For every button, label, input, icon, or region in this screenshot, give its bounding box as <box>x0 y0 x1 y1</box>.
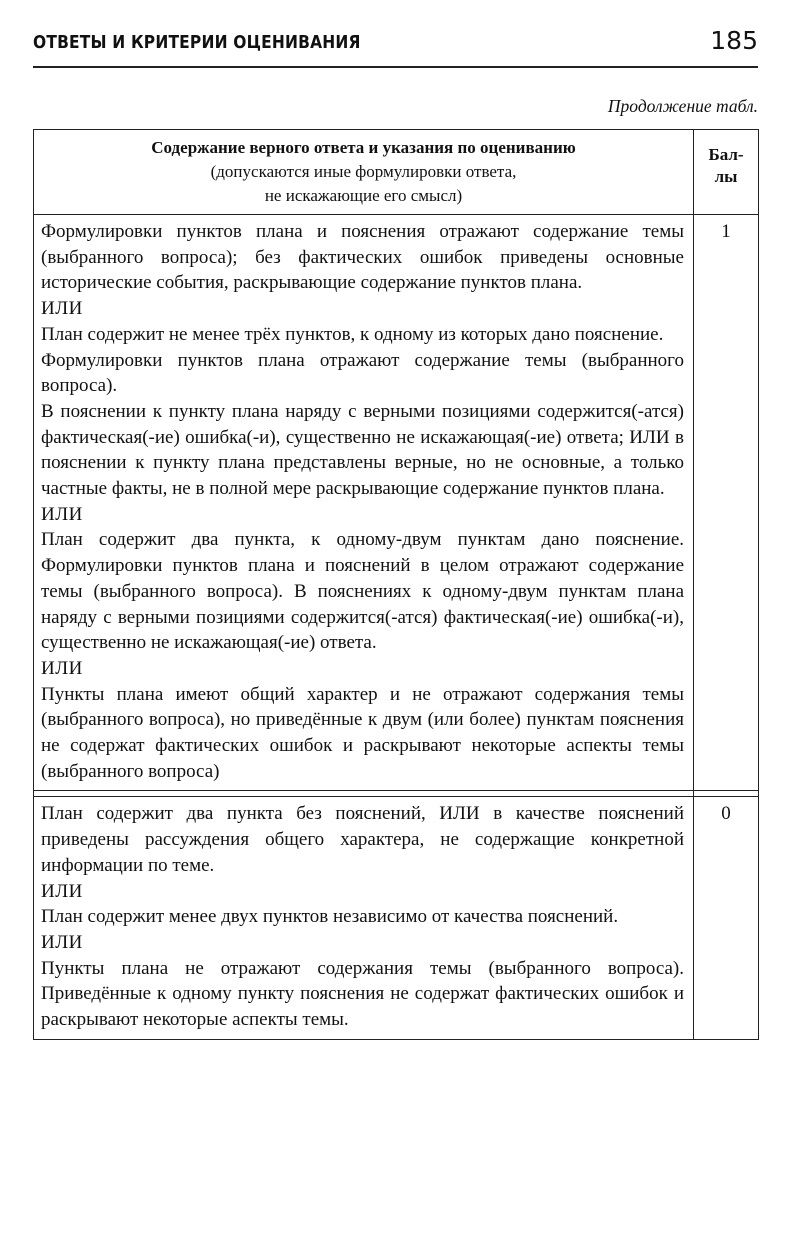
page-number: 185 <box>710 26 758 55</box>
score-cell: 1 <box>694 215 759 791</box>
running-head <box>33 26 758 68</box>
criteria-paragraph: План содержит два пункта, к одному-двум пунктам дано пояснение. Формулировки пунктов плана и пояснений в целом отражают содержание темы (выбранного вопроса). В пояснениях к одному-двум пунктам плана наряду с верными позициями содержится(-атся) фактическая(-ие) ошибка(-и), существенно не искажающая(-ие) ответа. <box>41 529 684 654</box>
criteria-paragraph: Пункты плана имеют общий характер и не отражают содержания темы (выбранного вопроса), но приведённые к двум (или более) пунктам пояснения не содержат фактических ошибок и раскрывают некоторые аспекты темы (выбранного вопроса) <box>41 683 684 782</box>
or-separator: ИЛИ <box>41 931 83 953</box>
criteria-paragraph: Формулировки пунктов плана и пояснения отражают содержание темы (выбранного вопроса); без фактических ошибок приведены основные исторические события, раскрывающие содержание пунктов плана. <box>41 221 684 294</box>
table-header-row <box>34 130 759 215</box>
content-header-line-3: не искажающие его смысл) <box>264 186 463 205</box>
criteria-paragraph: План содержит два пункта без пояснений, ИЛИ в качестве пояснений приведены рассуждения общего характера, не содержащие конкретной информации по теме. <box>41 803 684 876</box>
or-separator: ИЛИ <box>41 657 83 679</box>
score-header-line-2: лы <box>714 167 738 186</box>
table-continuation-label: Продолжение табл. <box>607 96 758 116</box>
score-column-header <box>694 130 759 215</box>
criteria-paragraph: Формулировки пунктов плана отражают содержание темы (выбранного вопроса). <box>41 349 684 397</box>
section-title: ОТВЕТЫ И КРИТЕРИИ ОЦЕНИВАНИЯ <box>33 32 361 53</box>
score-cell: 0 <box>694 797 759 1039</box>
criteria-table <box>33 129 759 1040</box>
criteria-paragraph: Пункты плана не отражают содержания темы (выбранного вопроса). Приведённые к одному пункту пояснения не содержат фактических ошибок и раскрывают некоторые аспекты темы. <box>41 957 684 1031</box>
or-separator: ИЛИ <box>41 298 83 320</box>
score-header-line-1: Бал- <box>708 145 744 164</box>
criteria-cell <box>34 215 694 791</box>
content-column-header <box>34 130 694 215</box>
table-row <box>34 215 759 791</box>
or-separator: ИЛИ <box>41 503 83 525</box>
content-header-line-1: Содержание верного ответа и указания по оцениванию <box>151 138 576 157</box>
table-row <box>34 797 759 1039</box>
criteria-cell <box>34 797 694 1039</box>
or-separator: ИЛИ <box>41 880 83 902</box>
criteria-paragraph: План содержит не менее трёх пунктов, к одному из которых дано пояснение. <box>41 323 664 345</box>
criteria-paragraph: План содержит менее двух пунктов независимо от качества пояснений. <box>41 906 619 928</box>
content-header-line-2: (допускаются иные формулировки ответа, <box>210 162 517 181</box>
criteria-paragraph: В пояснении к пункту плана наряду с верными позициями содержится(-атся) фактическая(-ие) ошибка(-и), существенно не искажающая(-ие) ответа; ИЛИ в пояснении к пункту плана представлены верные, но не основные, а только частные факты, не в полной мере раскрывающие содержание пунктов плана. <box>41 400 684 500</box>
